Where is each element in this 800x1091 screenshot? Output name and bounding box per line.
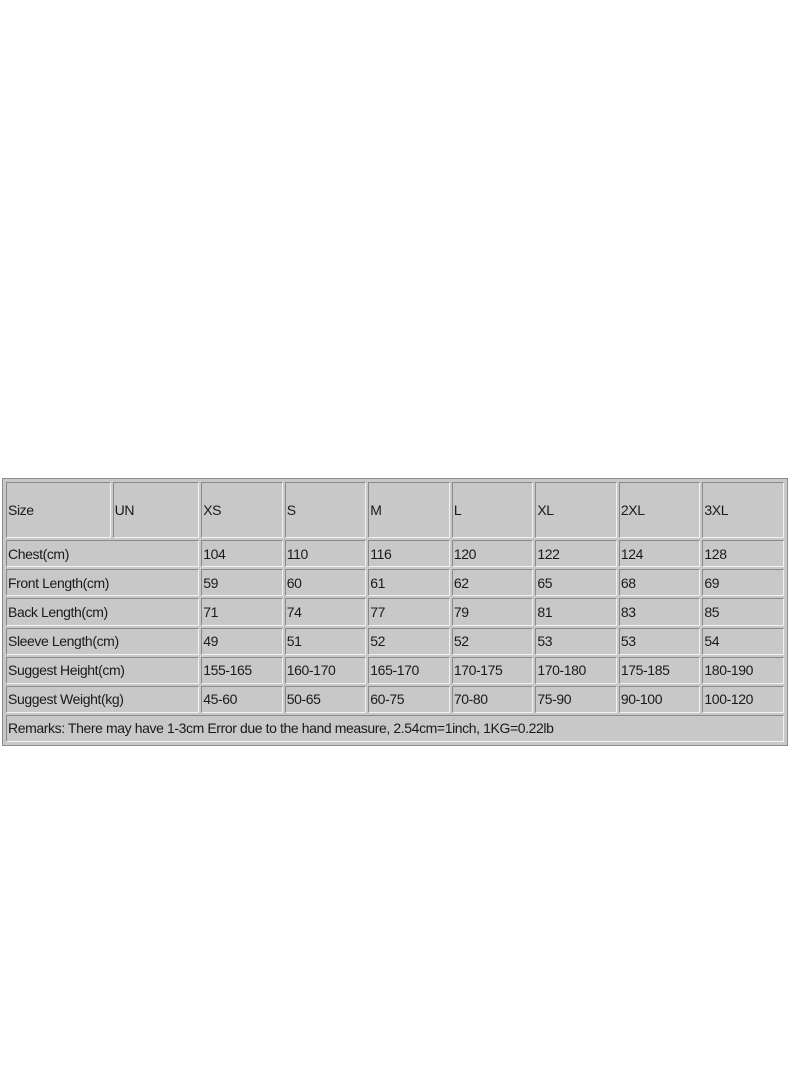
table-cell: 79 xyxy=(452,598,534,625)
table-cell: 54 xyxy=(702,628,784,655)
table-row xyxy=(6,628,784,655)
table-cell: 52 xyxy=(452,628,534,655)
table-row xyxy=(6,657,784,684)
size-header-xs: XS xyxy=(201,482,283,538)
table-cell: 52 xyxy=(368,628,450,655)
table-cell: 81 xyxy=(535,598,617,625)
row-label-front-length: Front Length(cm) xyxy=(6,569,199,596)
header-row xyxy=(6,482,784,538)
table-cell: 50-65 xyxy=(285,686,367,713)
table-cell: 69 xyxy=(702,569,784,596)
table-cell: 71 xyxy=(201,598,283,625)
size-chart-table xyxy=(4,480,786,744)
table-cell: 62 xyxy=(452,569,534,596)
row-label-chest: Chest(cm) xyxy=(6,540,199,567)
fit-header-label: UN xyxy=(113,482,200,538)
table-cell: 128 xyxy=(702,540,784,567)
table-cell: 45-60 xyxy=(201,686,283,713)
table-row xyxy=(6,569,784,596)
table-cell: 61 xyxy=(368,569,450,596)
table-cell: 90-100 xyxy=(619,686,701,713)
row-label-sleeve-length: Sleeve Length(cm) xyxy=(6,628,199,655)
table-row xyxy=(6,598,784,625)
table-cell: 60 xyxy=(285,569,367,596)
row-label-suggest-height: Suggest Height(cm) xyxy=(6,657,199,684)
table-cell: 49 xyxy=(201,628,283,655)
size-header-2xl: 2XL xyxy=(619,482,701,538)
remarks-row xyxy=(6,715,784,742)
size-header-xl: XL xyxy=(535,482,617,538)
table-cell: 53 xyxy=(535,628,617,655)
table-cell: 59 xyxy=(201,569,283,596)
size-header-m: M xyxy=(368,482,450,538)
size-header-3xl: 3XL xyxy=(702,482,784,538)
table-cell: 122 xyxy=(535,540,617,567)
table-cell: 124 xyxy=(619,540,701,567)
table-cell: 100-120 xyxy=(702,686,784,713)
table-cell: 68 xyxy=(619,569,701,596)
remarks-text: Remarks: There may have 1-3cm Error due to the hand measure, 2.54cm=1inch, 1KG=0.22lb xyxy=(6,715,784,742)
table-cell: 170-180 xyxy=(535,657,617,684)
size-chart xyxy=(2,478,788,746)
table-cell: 160-170 xyxy=(285,657,367,684)
size-header-label: Size xyxy=(6,482,111,538)
table-cell: 110 xyxy=(285,540,367,567)
row-label-suggest-weight: Suggest Weight(kg) xyxy=(6,686,199,713)
table-cell: 77 xyxy=(368,598,450,625)
table-cell: 104 xyxy=(201,540,283,567)
table-cell: 85 xyxy=(702,598,784,625)
table-cell: 75-90 xyxy=(535,686,617,713)
table-cell: 180-190 xyxy=(702,657,784,684)
table-cell: 51 xyxy=(285,628,367,655)
table-cell: 155-165 xyxy=(201,657,283,684)
table-cell: 53 xyxy=(619,628,701,655)
table-cell: 60-75 xyxy=(368,686,450,713)
size-header-l: L xyxy=(452,482,534,538)
table-cell: 120 xyxy=(452,540,534,567)
table-cell: 70-80 xyxy=(452,686,534,713)
table-cell: 170-175 xyxy=(452,657,534,684)
table-cell: 74 xyxy=(285,598,367,625)
table-cell: 83 xyxy=(619,598,701,625)
table-cell: 65 xyxy=(535,569,617,596)
table-cell: 175-185 xyxy=(619,657,701,684)
table-cell: 116 xyxy=(368,540,450,567)
table-cell: 165-170 xyxy=(368,657,450,684)
size-header-s: S xyxy=(285,482,367,538)
table-row xyxy=(6,540,784,567)
table-row xyxy=(6,686,784,713)
row-label-back-length: Back Length(cm) xyxy=(6,598,199,625)
